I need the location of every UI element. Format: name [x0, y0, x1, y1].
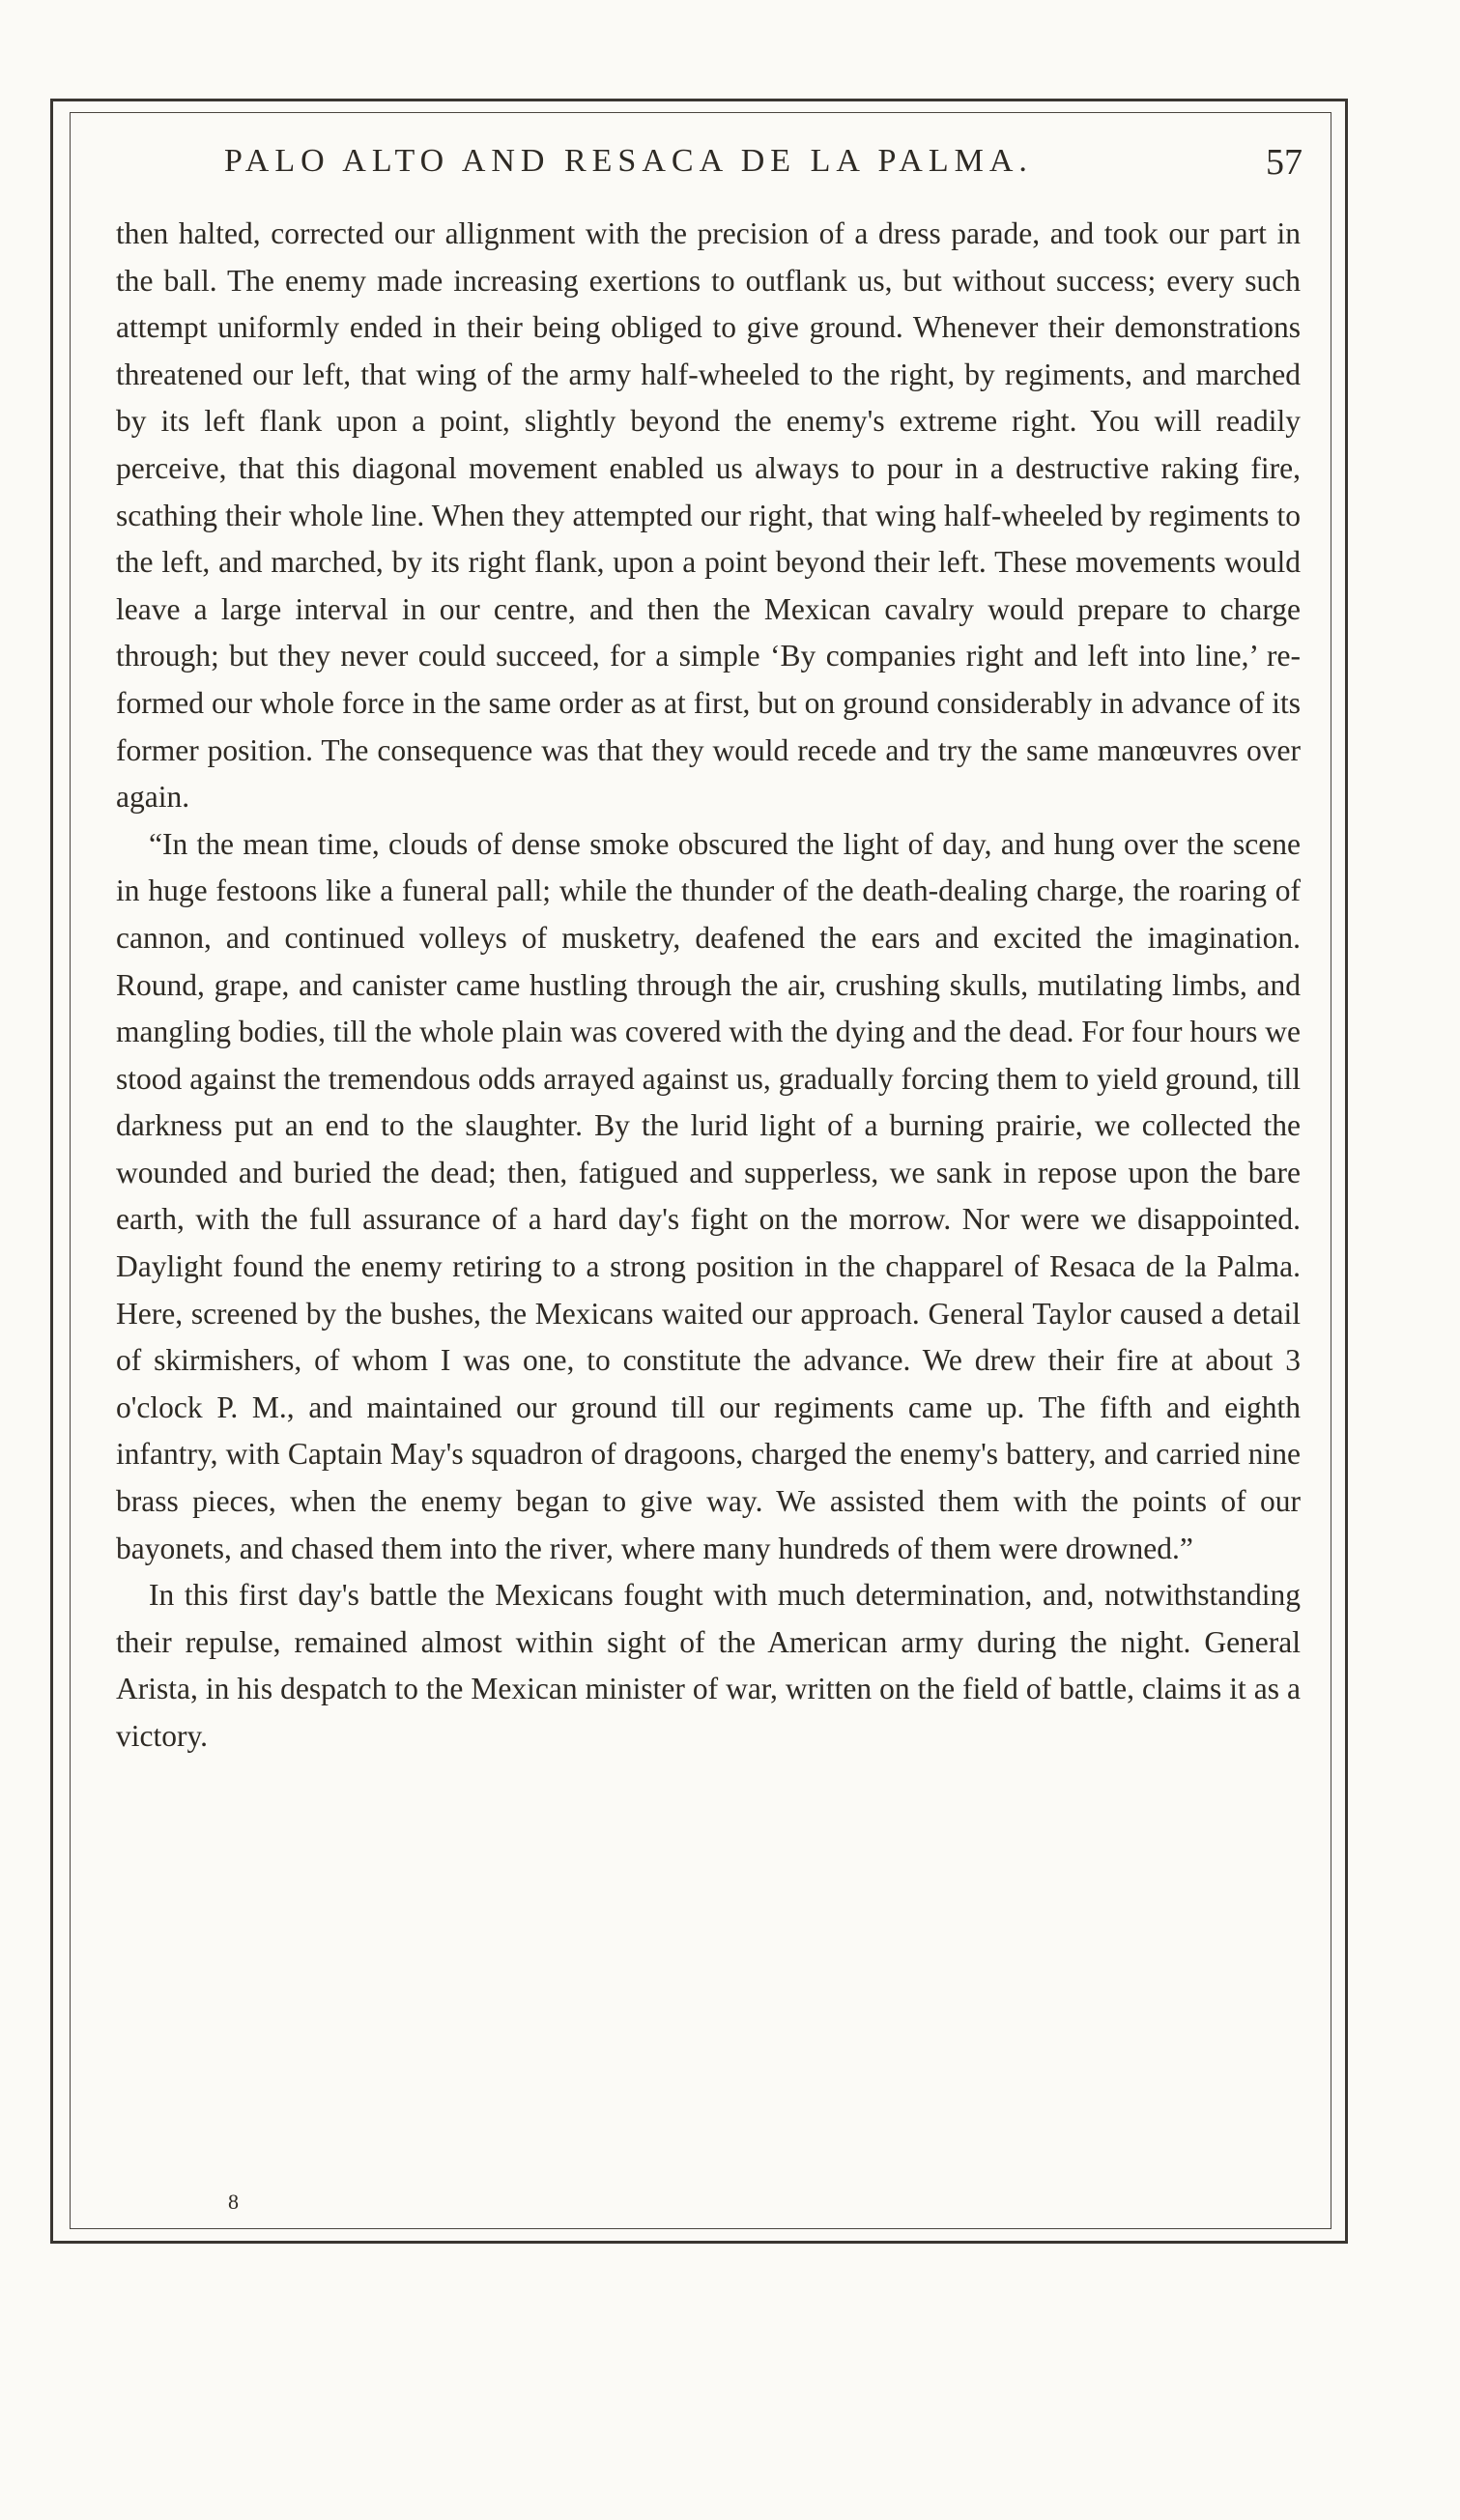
paragraph-2: “In the mean time, clouds of dense smoke obscured the light of day, and hung over the scene in huge festoons like a funeral pall; while the thunder of the death-dealing charge, the roaring of cannon, and continued volleys of musketry, deafened the ears and excited the imagination. Round, grape, and canister came hustling through the air, crushing skulls, mutilating limbs, and mangling bodies, till the whole plain was covered with the dying and the dead. For four hours we stood against the tremendous odds arrayed against us, gradually forcing them to yield ground, till darkness put an end to the slaughter. By the lurid light of a burning prairie, we collected the wounded and buried the dead; then, fatigued and supperless, we sank in repose upon the bare earth, with the full assurance of a hard day's fight on the morrow. Nor were we disappointed. Daylight found the enemy retiring to a strong position in the chapparel of Resaca de la Palma. Here, screened by the bushes, the Mexicans waited our approach. General Taylor caused a detail of skirmishers, of whom I was one, to constitute the advance. We drew their fire at about 3 o'clock P. M., and maintained our ground till our regiments came up. The fifth and eighth infantry, with Captain May's squadron of dragoons, charged the enemy's battery, and carried nine brass pieces, when the enemy began to give way. We assisted them with the points of our bayonets, and chased them into the river, where many hundreds of them were drowned.”	[116, 826, 1301, 1565]
signature-mark: 8	[228, 2190, 239, 2214]
page-header	[70, 135, 1331, 203]
paragraph-1: then halted, corrected our allignment with the precision of a dress parade, and took our part in the ball. The enemy made increasing exertions to outflank us, but without success; every such attempt uniformly ended in their being obliged to give ground. Whenever their demonstrations threatened our left, that wing of the army half-wheeled to the right, by regiments, and marched by its left flank upon a point, slightly beyond the enemy's extreme right. You will readily perceive, that this diagonal movement enabled us always to pour in a destructive raking fire, scathing their whole line. When they attempted our right, that wing half-wheeled by regiments to the left, and marched, by its right flank, upon a point beyond their left. These movements would leave a large interval in our centre, and then the Mexican cavalry would prepare to charge through; but they never could succeed, for a simple ‘By companies right and left into line,’ re-formed our whole force in the same order as at first, but on ground considerably in advance of its former position. The consequence was that they would recede and try the same manœuvres over again.	[116, 216, 1301, 815]
page-number: 57	[1266, 142, 1303, 183]
body-text	[116, 211, 1301, 1761]
paragraph-3: In this first day's battle the Mexicans fought with much determination, and, notwithstanding their repulse, remained almost within sight of the American army during the night. General Arista, in his despatch to the Mexican minister of war, written on the field of battle, claims it as a victory.	[116, 1578, 1301, 1753]
running-title: PALO ALTO AND RESACA DE LA PALMA.	[224, 143, 1033, 179]
